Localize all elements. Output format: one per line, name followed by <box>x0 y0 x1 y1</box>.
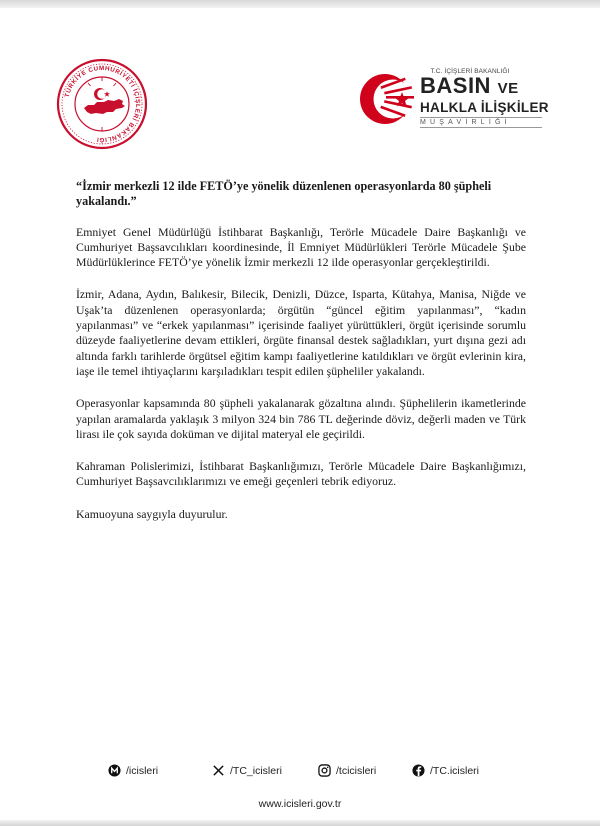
top-shadow <box>0 0 600 8</box>
instagram-icon <box>318 764 331 777</box>
seal-icon <box>56 58 148 150</box>
website-url: www.icisleri.gov.tr <box>258 798 342 810</box>
crescent-star-logo-icon <box>358 70 416 128</box>
basin-halkla-iliskiler-logo <box>358 68 548 130</box>
brand-basin: BASIN <box>420 73 491 98</box>
social-handle: /tcicisleri <box>336 764 377 777</box>
svg-text:TÜRKİYE CUMHURİYETİ İÇİŞLERİ B: TÜRKİYE CUMHURİYETİ İÇİŞLERİ BAKANLIĞI <box>63 64 142 144</box>
ministry-seal-logo <box>56 58 148 150</box>
brand-text <box>420 68 550 128</box>
paragraph-3: Operasyonlar kapsamında 80 şüpheli yakalanarak gözaltına alındı. Şüphelilerin ikametlerinde yapılan aramalarda yaklaşık 3 milyon 324 bin 786 TL değerinde döviz, değerli maden ve Türk lirası ile çok sayıda doküman ve dijital materyal ele geçirildi. <box>76 396 526 441</box>
bottom-shadow <box>0 820 600 826</box>
paragraph-5: Kamuoyuna saygıyla duyurulur. <box>76 506 228 521</box>
brand-title-line2: HALKLA İLİŞKİLER <box>420 100 549 115</box>
social-instagram[interactable] <box>318 764 376 777</box>
brand-ministry-label: T.C. İÇİŞLERİ BAKANLIĞI <box>430 68 510 75</box>
brand-title-line3: MÜŞAVİRLİĞİ <box>420 117 542 128</box>
social-handle: /TC_icisleri <box>230 764 282 777</box>
press-release-title: “İzmir merkezli 12 ilde FETÖ’ye yönelik düzenlenen operasyonlarda 80 şüpheli yakalandı.” <box>76 179 492 209</box>
press-release-body <box>76 179 526 539</box>
social-links <box>108 764 508 782</box>
x-icon <box>212 764 225 777</box>
nsosyal-icon <box>108 764 121 777</box>
brand-title-line1 <box>420 75 550 100</box>
website-footer[interactable] <box>0 798 600 810</box>
social-handle: /TC.icisleri <box>430 764 479 777</box>
paragraph-1: Emniyet Genel Müdürlüğü İstihbarat Başkanlığı, Terörle Mücadele Daire Başkanlığı ve Cumhuriyet Başsavcılıkları koordinesinde, İl Emniyet Müdürlükleri Terörle Mücadele Şube Müdürlüklerince FETÖ’ye yönelik İzmir merkezli 12 ilde operasyonlar gerçekleştirildi. <box>76 224 526 270</box>
brand-ve: VE <box>497 80 519 97</box>
paragraph-4: Kahraman Polislerimizi, İstihbarat Başkanlığımızı, Terörle Mücadele Daire Başkanlığımızı, Cumhuriyet Başsavcılıklarımızı ve emeği geçenleri tebrik ediyoruz. <box>76 459 526 489</box>
social-x[interactable] <box>212 764 282 777</box>
facebook-icon <box>412 764 425 777</box>
social-nsosyal[interactable] <box>108 764 158 777</box>
paragraph-2: İzmir, Adana, Aydın, Balıkesir, Bilecik, Denizli, Düzce, Isparta, Kütahya, Manisa, Niğde ve Uşak’ta düzenlenen operasyonlarda; örgütün “güncel eğitim yapılanması”, “kadın yapılanması” ve “erkek yapılanması” içerisinde faaliyet yürüttükleri, örgüt içerisinde sorumlu düzeyde faaliyetlerine devam ettikleri, örgüte finansal destek sağladıkları, yurt dışına gezi adı altında farklı tarihlerde örgütsel eğitim kampı faaliyetlerine katıldıkları ve örgüt evlerinin kira, iaşe ile temel ihtiyaçlarını karşıladıkları tespit edilen şüpheliler yakalandı. <box>76 287 526 378</box>
social-facebook[interactable] <box>412 764 479 777</box>
social-handle: /icisleri <box>126 764 159 777</box>
